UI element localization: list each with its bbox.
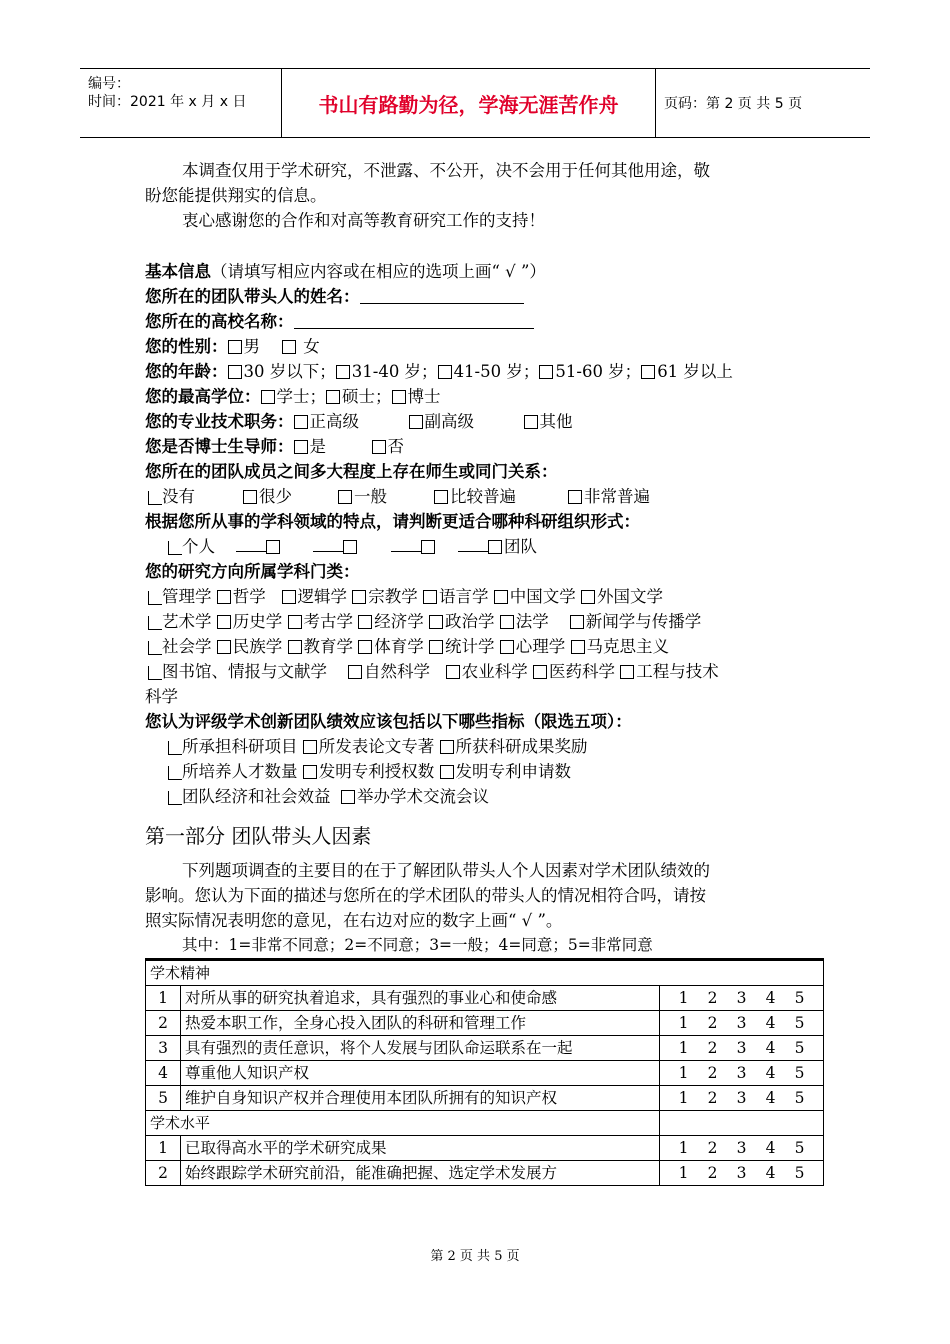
indicator-row-2: 所培养人才数量 发明专利授权数 发明专利申请数 — [168, 761, 571, 783]
relation-option-5[interactable]: 非常普遍 — [568, 486, 650, 508]
checkbox[interactable] — [358, 640, 372, 654]
title-row — [145, 411, 573, 433]
checkbox[interactable] — [533, 665, 547, 679]
form-question: 根据您所从事的学科领域的特点，请判断更适合哪种科研组织形式： — [145, 512, 640, 531]
degree-option-3[interactable]: 博士 — [392, 386, 441, 408]
indicator-row-1: 所承担科研项目 所发表论文专著 所获科研成果奖励 — [168, 736, 588, 758]
age-option-5[interactable]: 61 岁以上 — [641, 361, 733, 383]
leader-name-row — [145, 286, 524, 308]
relation-option-2[interactable]: 很少 — [243, 486, 338, 508]
page-footer: 第 2 页 共 5 页 — [430, 1249, 520, 1264]
checkbox[interactable] — [341, 790, 355, 804]
form-option-team[interactable] — [488, 540, 502, 554]
table-row: 4 尊重他人知识产权 1 2 3 4 5 — [146, 1061, 824, 1086]
header-motto: 书山有路勤为径，学海无涯苦作舟 — [281, 69, 656, 137]
checkbox[interactable] — [348, 665, 362, 679]
checkbox[interactable] — [423, 590, 437, 604]
checkbox[interactable] — [539, 365, 553, 379]
checkbox[interactable] — [570, 615, 584, 629]
age-option-2[interactable]: 31-40 岁； — [336, 361, 438, 383]
leader-name-label: 您所在的团队带头人的姓名： — [145, 287, 360, 306]
part1-desc-3: 照实际情况表明您的意见，在右边对应的数字上画“ √ ”。 — [145, 911, 563, 930]
checkbox[interactable] — [148, 666, 162, 680]
rating-scale[interactable]: 1 2 3 4 5 — [660, 1136, 824, 1161]
section-header-level: 学术水平 — [146, 1111, 660, 1136]
discipline-question: 您的研究方向所属学科门类： — [145, 562, 360, 581]
relation-question: 您所在的团队成员之间多大程度上存在师生或同门关系： — [145, 462, 558, 481]
table-row: 5 维护自身知识产权并合理使用本团队所拥有的知识产权 1 2 3 4 5 — [146, 1086, 824, 1111]
age-option-3[interactable]: 41-50 岁； — [438, 361, 540, 383]
form-right-label: 团队 — [503, 537, 537, 556]
title-option-3[interactable]: 其他 — [524, 411, 573, 433]
checkbox[interactable] — [336, 365, 350, 379]
basic-info-title: 基本信息 — [145, 262, 211, 281]
checkbox[interactable] — [571, 640, 585, 654]
rating-scale[interactable]: 1 2 3 4 5 — [660, 1011, 824, 1036]
leader-name-field[interactable] — [360, 289, 524, 304]
school-name-label: 您所在的高校名称： — [145, 312, 294, 331]
basic-info-note: （请填写相应内容或在相应的选项上画“ √ ”） — [211, 262, 546, 281]
school-name-row — [145, 311, 534, 333]
supervisor-label: 您是否博士生导师： — [145, 437, 294, 456]
checkbox[interactable] — [620, 665, 634, 679]
checkbox[interactable] — [358, 615, 372, 629]
checkbox[interactable] — [168, 791, 182, 805]
relation-option-1[interactable]: 没有 — [148, 486, 243, 508]
checkbox[interactable] — [288, 640, 302, 654]
checkbox[interactable] — [217, 590, 231, 604]
checkbox[interactable] — [282, 340, 296, 354]
checkbox[interactable] — [228, 340, 242, 354]
degree-option-1[interactable]: 学士； — [261, 386, 327, 408]
checkbox[interactable] — [440, 740, 454, 754]
checkbox[interactable] — [338, 490, 352, 504]
checkbox[interactable] — [303, 740, 317, 754]
checkbox[interactable] — [429, 640, 443, 654]
survey-table — [145, 958, 824, 1186]
checkbox[interactable] — [217, 615, 231, 629]
checkbox[interactable] — [524, 415, 538, 429]
checkbox[interactable] — [581, 590, 595, 604]
checkbox[interactable] — [500, 640, 514, 654]
gender-option-female[interactable]: 女 — [282, 336, 320, 358]
degree-row — [145, 386, 441, 408]
header-meta — [80, 69, 281, 137]
checkbox[interactable] — [148, 591, 162, 605]
form-scale — [168, 536, 537, 558]
form-option-4[interactable] — [421, 540, 435, 554]
school-name-field[interactable] — [294, 314, 534, 329]
relation-options — [148, 486, 650, 508]
checkbox[interactable] — [282, 590, 296, 604]
form-option-individual[interactable] — [168, 541, 182, 555]
discipline-row-3: 社会学 民族学 教育学 体育学 统计学 心理学 马克思主义 — [148, 636, 669, 658]
gender-option-male[interactable]: 男 — [228, 336, 261, 358]
part1-desc-1: 下列题项调查的主要目的在于了解团队带头人个人因素对学术团队绩效的 — [182, 861, 710, 880]
form-option-2[interactable] — [266, 540, 280, 554]
checkbox[interactable] — [288, 615, 302, 629]
relation-option-4[interactable]: 比较普遍 — [434, 486, 568, 508]
intro-line-3: 衷心感谢您的合作和对高等教育研究工作的支持！ — [182, 211, 545, 230]
discipline-row-4: 图书馆、情报与文献学 自然科学 农业科学 医药科学 工程与技术 — [148, 661, 719, 683]
rating-scale[interactable]: 1 2 3 4 5 — [660, 1086, 824, 1111]
checkbox[interactable] — [148, 491, 162, 505]
part1-scale-note: 其中：1=非常不同意；2=不同意；3=一般；4=同意；5=非常同意 — [182, 936, 653, 954]
doc-number: 编号： — [88, 76, 130, 92]
table-row: 1 对所从事的研究执着追求，具有强烈的事业心和使命感 1 2 3 4 5 — [146, 986, 824, 1011]
checkbox[interactable] — [294, 415, 308, 429]
doc-time: 时间：2021 年 x 月 x 日 — [88, 94, 247, 110]
checkbox[interactable] — [568, 490, 582, 504]
rating-scale[interactable]: 1 2 3 4 5 — [660, 1161, 824, 1186]
rating-scale[interactable]: 1 2 3 4 5 — [660, 1061, 824, 1086]
checkbox[interactable] — [148, 616, 162, 630]
checkbox[interactable] — [352, 590, 366, 604]
age-row — [145, 361, 733, 383]
relation-option-3[interactable]: 一般 — [338, 486, 434, 508]
intro-line-1: 本调查仅用于学术研究，不泄露、不公开，决不会用于任何其他用途，敬 — [182, 161, 710, 180]
table-row: 2 热爱本职工作，全身心投入团队的科研和管理工作 1 2 3 4 5 — [146, 1011, 824, 1036]
form-option-3[interactable] — [343, 540, 357, 554]
discipline-row-1: 管理学 哲学 逻辑学 宗教学 语言学 中国文学 外国文学 — [148, 586, 663, 608]
page-header — [80, 68, 870, 138]
indicator-question: 您认为评级学术创新团队绩效应该包括以下哪些指标（限选五项）： — [145, 712, 632, 731]
degree-option-2[interactable]: 硕士； — [326, 386, 392, 408]
discipline-row-2: 艺术学 历史学 考古学 经济学 政治学 法学 新闻学与传播学 — [148, 611, 701, 633]
checkbox[interactable] — [228, 365, 242, 379]
checkbox[interactable] — [409, 415, 423, 429]
age-option-1[interactable]: 30 岁以下； — [228, 361, 336, 383]
gender-row — [145, 336, 320, 358]
checkbox[interactable] — [429, 615, 443, 629]
checkbox[interactable] — [303, 765, 317, 779]
title-label: 您的专业技术职务： — [145, 412, 294, 431]
checkbox[interactable] — [392, 390, 406, 404]
checkbox[interactable] — [434, 490, 448, 504]
checkbox[interactable] — [446, 665, 460, 679]
checkbox[interactable] — [217, 640, 231, 654]
supervisor-option-yes[interactable]: 是 — [294, 436, 372, 458]
checkbox[interactable] — [438, 365, 452, 379]
supervisor-row — [145, 436, 404, 458]
table-row: 2 始终跟踪学术研究前沿，能准确把握、选定学术发展方 1 2 3 4 5 — [146, 1161, 824, 1186]
checkbox[interactable] — [168, 766, 182, 780]
basic-info-heading — [145, 261, 546, 283]
title-option-1[interactable]: 正高级 — [294, 411, 409, 433]
checkbox[interactable] — [243, 490, 257, 504]
part1-title: 第一部分 团队带头人因素 — [145, 824, 372, 848]
checkbox[interactable] — [148, 641, 162, 655]
discipline-row-4-tail: 科学 — [145, 687, 178, 706]
title-option-2[interactable]: 副高级 — [409, 411, 524, 433]
rating-scale[interactable]: 1 2 3 4 5 — [660, 986, 824, 1011]
age-option-4[interactable]: 51-60 岁； — [539, 361, 641, 383]
rating-scale[interactable]: 1 2 3 4 5 — [660, 1036, 824, 1061]
table-row: 1 已取得高水平的学术研究成果 1 2 3 4 5 — [146, 1136, 824, 1161]
form-left-label: 个人 — [182, 537, 215, 556]
age-label: 您的年龄： — [145, 362, 228, 381]
checkbox[interactable] — [372, 440, 386, 454]
checkbox[interactable] — [168, 741, 182, 755]
supervisor-option-no[interactable]: 否 — [372, 436, 405, 458]
part1-desc-2: 影响。您认为下面的描述与您所在的学术团队的带头人的情况相符合吗，请按 — [145, 886, 706, 905]
gender-label: 您的性别： — [145, 337, 228, 356]
indicator-row-3: 团队经济和社会效益 举办学术交流会议 — [168, 786, 489, 808]
checkbox[interactable] — [500, 615, 514, 629]
table-row: 3 具有强烈的责任意识，将个人发展与团队命运联系在一起 1 2 3 4 5 — [146, 1036, 824, 1061]
checkbox[interactable] — [494, 590, 508, 604]
intro-line-2: 盼您能提供翔实的信息。 — [145, 186, 327, 205]
checkbox[interactable] — [261, 390, 275, 404]
checkbox[interactable] — [440, 765, 454, 779]
section-header-spirit: 学术精神 — [146, 960, 660, 986]
degree-label: 您的最高学位： — [145, 387, 261, 406]
checkbox[interactable] — [641, 365, 655, 379]
checkbox[interactable] — [326, 390, 340, 404]
checkbox[interactable] — [294, 440, 308, 454]
header-page-info: 页码：第 2 页 共 5 页 — [664, 96, 803, 112]
